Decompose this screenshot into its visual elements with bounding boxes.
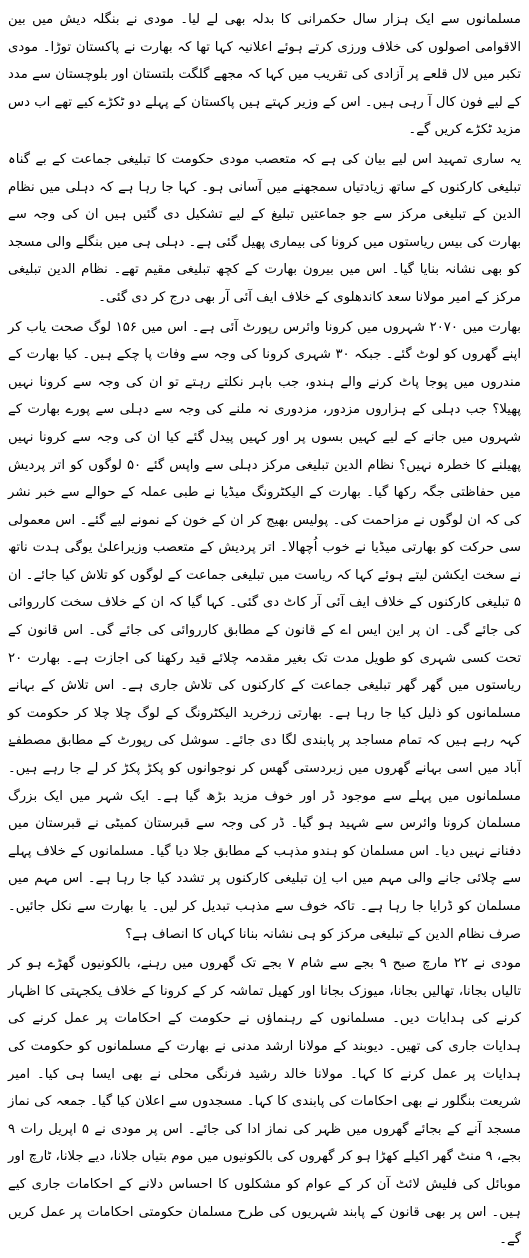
article-paragraph-1: مسلمانوں سے ایک ہزار سال حکمرانی کا بدلہ بھی لے لیا۔ مودی نے بنگلہ دیش میں بین الاقوامی اصولوں کی خلاف ورزی کرتے ہوئے اعلانیہ کہا تھا کہ بھارت نے پاکستان توڑا۔ مودی تکبر میں لال قلعے پر آزادی کی تقریب میں کہا کہ مجھے گلگت بلتستان اور بلوچستان سے مدد کے لیے فون کال آ رہی ہیں۔ اس کے وزیر کہتے ہیں پاکستان کے پہلے دو ٹکڑے کیے تھے اب دس مزید ٹکڑے کریں گے۔ <box>8 12 521 138</box>
article-paragraph-2: یہ ساری تمہید اس لیے بیان کی ہے کہ متعصب مودی حکومت کا تبلیغی جماعت کے بے گناہ تبلیغی کارکنوں کے ساتھ زیادتیاں سمجھنے میں آسانی ہو۔ کہا جا رہا ہے کہ دہلی میں نظام الدین کے تبلیغی مرکز سے جو جماعتیں تبلیغ کے لیے تشکیل دی گئیں ہیں ان کی وجہ سے بھارت کی بیس ریاستوں میں کرونا کی بیماری پھیل گئی ہے۔ دہلی ہی میں بنگلے والی مسجد کو بھی نشانہ بنایا گیا۔ اس میں بیرون بھارت کے کچھ تبلیغی مقیم تھے۔ نظام الدین تبلیغی مرکز کے امیر مولانا سعد کاندھلوی کے خلاف ایف آئی آر بھی درج کر دی گئی۔ <box>8 151 521 305</box>
article-paragraph-3: بھارت میں ۲۰۷۰ شہروں میں کرونا وائرس رپورٹ آئی ہے۔ اس میں ۱۵۶ لوگ صحت یاب کر اپنے گھروں کو لوٹ گئے۔ جبکہ ۳۰ شہری کرونا کی وجہ سے وفات پا چکے ہیں۔ کیا بھارت کے مندروں میں پوجا پاٹ کرنے والے ہندو، جب باہر نکلتے رہتے تو ان کی وجہ سے کرونا نہیں پھیلا؟ جب دہلی کے ہزاروں مزدور، مزدوری نہ ملنے کی وجہ سے دہلی سے پورے بھارت کے شہروں میں جانے کے لیے کہیں بسوں پر اور کہیں پیدل گئے کیا ان کی وجہ سے کرونا نہیں پھیلنے کا خطرہ نہیں؟ نظام الدین تبلیغی مرکز دہلی سے واپس گئے ۵۰ لوگوں کو اتر پردیش میں حفاظتی جگہ رکھا گیا۔ بھارت کے الیکٹرونگ میڈیا نے طبی عملہ کے حوالے سے خبر نشر کی کہ ان لوگوں نے مزاحمت کی۔ پولیس بھیج کر ان کے خون کے نمونے لیے گئے۔ اس معمولی سی حرکت کو بھارتی میڈیا نے خوب اُچھالا۔ اتر پردیش کے متعصب وزیراعلیٰ یوگی ہدت ناتھ نے سخت ایکشن لیتے ہوئے کہا کہ ریاست میں تبلیغی جماعت کے لوگوں کو تلاش کیا جائے۔ ان ۵ تبلیغی کارکنوں کے خلاف ایف آئی آر کاٹ دی گئی۔ کہا گیا کہ ان کے خلاف سخت کارروائی کی جائے گی۔ ان پر این ایس اے کے قانون کے مطابق کارروائی کی جائے گی۔ اس قانون کے تحت کسی شہری کو طویل مدت تک بغیر مقدمہ چلائے قید رکھنا کی اجازت ہے۔ بھارت ۲۰ ریاستوں میں گھر گھر تبلیغی جماعت کے کارکنوں کی تلاش جاری ہے۔ اس تلاش کے بہانے مسلمانوں کو ذلیل کیا جا رہا ہے۔ بھارتی زرخرید الیکٹرونگ کے لوگ چلا چلا کر حکومت کو کہہ رہے ہیں کہ تمام مساجد پر پابندی لگا دی جائے۔ سوشل کی رپورٹ کے مطابق مصطفےٰ آباد میں اسی بہانے گھروں میں زبردستی گھس کر نوجوانوں کو پکڑ پکڑ کر لے جا رہے ہیں۔ مسلمانوں میں پہلے سے موجود ڈر اور خوف مزید بڑھ گیا ہے۔ ایک شہر میں ایک بزرگ مسلمان کرونا وائرس سے شہید ہو گیا۔ ڈر کی وجہ سے قبرستان کمیٹی نے قبرستان میں دفنانے نہیں دیا۔ اس مسلمان کو ہندو مذہب کے مطابق جلا دیا گیا۔ مسلمانوں کے خلاف پہلے سے چلائی جانے والی مہم میں اب اِن تبلیغی کارکنوں پر تشدد کیا جا رہا ہے۔ اس مہم میں مسلمان کو ڈرایا جا رہا ہے۔ تاکہ خوف سے مذہب تبدیل کر لیں۔ یا بھارت سے نکل جائیں۔ صرف نظام الدین کے تبلیغی مرکز کو ہی نشانہ بنانا کہاں کا انصاف ہے؟ <box>8 319 521 942</box>
article-paragraph-4: مودی نے ۲۲ مارچ صبح ۹ بجے سے شام ۷ بجے تک گھروں میں رہنے، بالکونیوں گھڑے ہو کر تالیاں بجانا، تھالیں بجانا، میوزک بجانا اور کھیل تماشہ کر کے کرونا کے خلاف یکجہتی کا اظہار کرنے کی ہدایات دیں۔ مسلمانوں کے رہنماؤں نے حکومت کے احکامات پر عمل کرنے کی ہدایات جاری کی تھیں۔ دیوبند کے مولانا ارشد مدنی نے بھارت کے مسلمانوں کو حکومت کی ہدایات پر عمل کرنے کا کہا۔ مولانا خالد رشید فرنگی محلی نے بھی ایسا ہی کیا۔ امیر شریعت بنگلور نے بھی احکامات کی پابندی کا کہا۔ مسجدوں سے اعلان کیا گیا۔ جمعہ کی نماز مسجد آنے کے بجائے گھروں میں ظہر کی نماز ادا کی جائے۔ اس پر مودی نے ۵ اپریل رات ۹ بجے، ۹ منٹ گھر اکیلے کھڑا ہو کر گھروں کی بالکونیوں میں موم بتیاں جلانا، دیے جلانا، ٹارچ اور موبائل کی فلیش لائٹ آن کر کے عوام کو مشکلوں کا احساس دلانے کے احکامات جاری کیے ہیں۔ اس پر بھی قانون کے پابند شہریوں کی طرح مسلمان حکومتی احکامات پر عمل کریں گے۔ <box>8 956 522 1248</box>
